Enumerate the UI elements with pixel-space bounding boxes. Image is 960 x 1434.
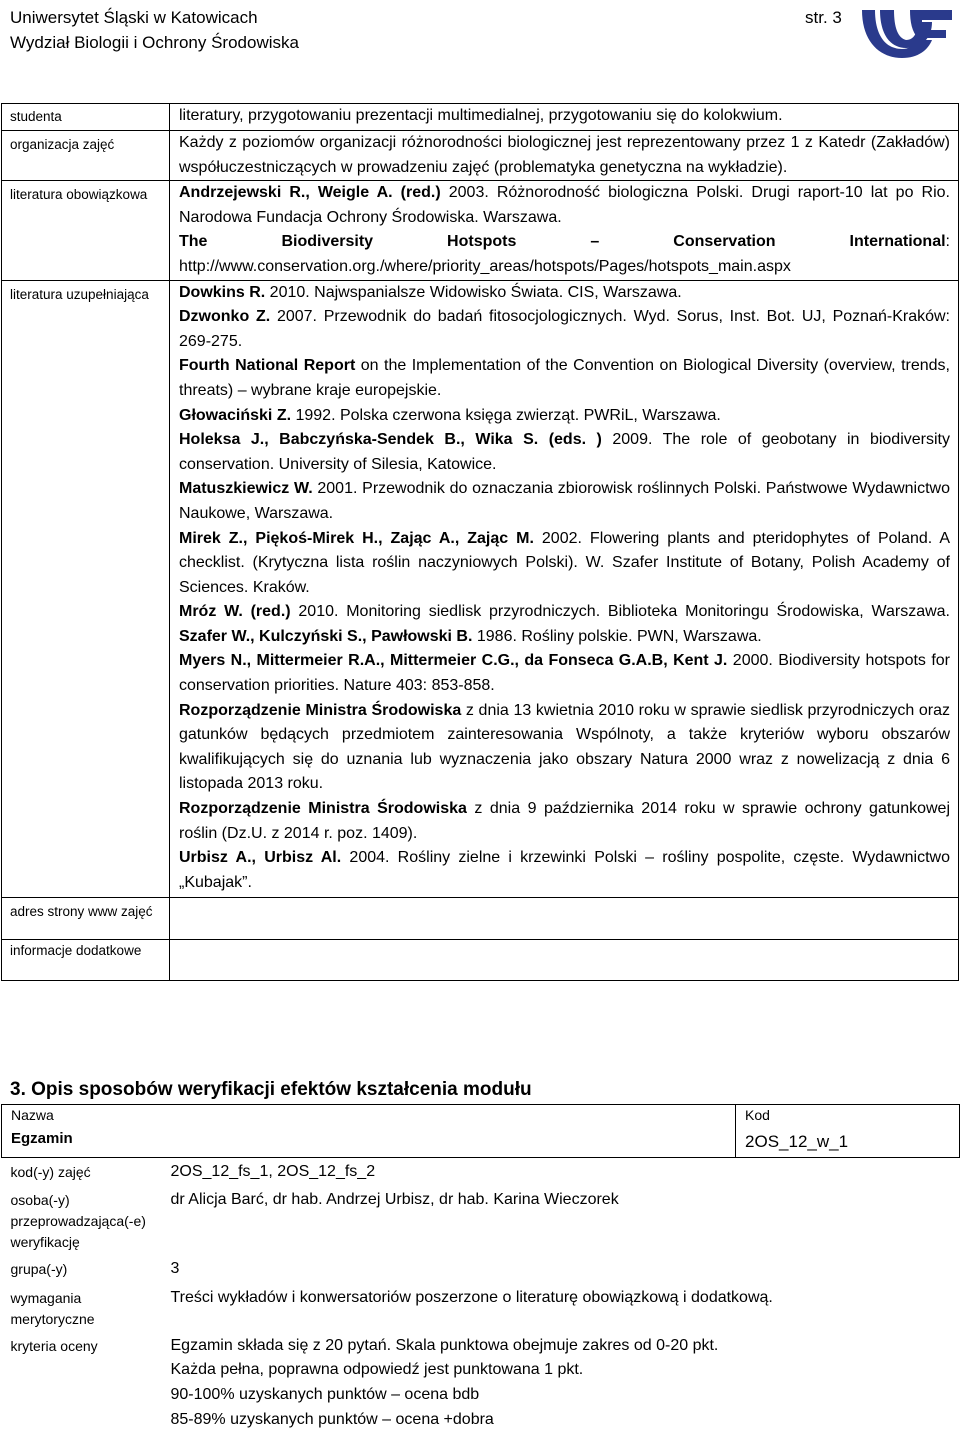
name-label: Nazwa: [2, 1105, 736, 1129]
reference: Fourth National Report on the Implementation of the Convention on Biological Diversity (overview, trends, threats) – wybrane kraje europejskie.: [179, 357, 950, 399]
verification-table: [1, 1104, 960, 1434]
verification-name: Egzamin: [2, 1128, 736, 1157]
table-row: [2, 1186, 960, 1255]
reference: Matuszkiewicz W. 2001. Przewodnik do oznaczania zbiorowisk roślinnych Polski. Państwowe Wydawnictwo Naukowe, Warszawa.: [179, 480, 950, 522]
row-label: grupa(-y): [10, 1261, 68, 1278]
obligatory-literature: [170, 181, 959, 280]
table-row: [2, 1128, 960, 1157]
page-header: [10, 5, 850, 55]
row-label: literatura obowiązkowa: [2, 181, 170, 280]
code-label: Kod: [736, 1105, 960, 1129]
table-row: [2, 1255, 960, 1284]
row-label: kryteria oceny: [10, 1337, 98, 1354]
reference: Mróz W. (red.) 2010. Monitoring siedlisk przyrodniczych. Biblioteka Monitoringu Środowiska, Warszawa. Szafer W., Kulczyński S., Pawłowski B. 1986. Rośliny polskie. PWN, Warszawa.: [179, 603, 950, 645]
row-label: wymagania merytoryczne: [10, 1289, 95, 1327]
criteria-line: Egzamin składa się z 20 pytań. Skala punktowa obejmuje zakres od 0-20 pkt.: [170, 1336, 719, 1354]
supplementary-literature: [170, 280, 959, 898]
row-label: literatura uzupełniająca: [2, 280, 170, 898]
verification-code: 2OS_12_w_1: [736, 1128, 960, 1157]
table-row: [2, 280, 959, 898]
reference: Myers N., Mittermeier R.A., Mittermeier C.G., da Fonseca G.A.B, Kent J. 2000. Biodiversity hotspots for conservation priorities. Nature 403: 853-858.: [179, 652, 951, 695]
row-label: adres strony www zajęć: [2, 898, 170, 940]
table-row: [2, 131, 959, 181]
reference: Dowkins R. 2010. Najwspanialsze Widowisko Świata. CIS, Warszawa.: [179, 283, 682, 301]
row-value: literatury, przygotowaniu prezentacji multimedialnej, przygotowaniu się do kolokwium.: [170, 104, 959, 131]
faculty-name: Wydział Biologii i Ochrony Środowiska: [10, 33, 299, 52]
row-value: Treści wykładów i konwersatoriów poszerzone o literaturę obowiązkową i dodatkową.: [170, 1288, 773, 1306]
reference: Mirek Z., Piękoś-Mirek H., Zając A., Zając M. 2002. Flowering plants and pteridophytes of Poland. A checklist. (Krytyczna lista roślin naczyniowych Polski). W. Szafer Institute of Botany, Polish Academy of Sciences. Kraków.: [179, 529, 951, 596]
reference: Rozporządzenie Ministra Środowiska z dnia 9 października 2014 roku w sprawie ochrony gatunkowej roślin (Dz.U. z 2014 r. poz. 1409).: [179, 800, 950, 842]
row-value: 3: [170, 1260, 180, 1278]
criteria-line: 85-89% uzyskanych punktów – ocena +dobra: [170, 1410, 494, 1428]
table-row: [2, 1332, 960, 1434]
university-logo-icon: [858, 2, 954, 64]
row-label: osoba(-y) przeprowadzająca(-e) weryfikację: [10, 1192, 146, 1251]
row-label: studenta: [2, 104, 170, 131]
criteria-line: 90-100% uzyskanych punktów – ocena bdb: [170, 1385, 480, 1403]
row-value: 2OS_12_fs_1, 2OS_12_fs_2: [170, 1162, 376, 1180]
row-label: informacje dodatkowe: [2, 940, 170, 981]
table-row: [2, 940, 959, 981]
reference: Głowaciński Z. 1992. Polska czerwona księga zwierząt. PWRiL, Warszawa.: [179, 406, 721, 424]
table-row: [2, 1157, 960, 1186]
table-row: [2, 1284, 960, 1332]
row-value: dr Alicja Barć, dr hab. Andrzej Urbisz, dr hab. Karina Wieczorek: [170, 1191, 619, 1209]
reference: Rozporządzenie Ministra Środowiska z dnia 13 kwietnia 2010 roku w sprawie siedlisk przyrodniczych oraz gatunków będących przedmiotem zainteresowania Wspólnoty, a także kryteriów wyboru obszarów kwalifikujących się do uznania lub wyznaczenia jako obszary Natura 2000 wraz z nowelizacją z dnia 6 listopada 2013 roku.: [179, 701, 950, 793]
row-label: organizacja zajęć: [2, 131, 170, 181]
table-row: [2, 1105, 960, 1129]
criteria-line: Każda pełna, poprawna odpowiedź jest punktowana 1 pkt.: [170, 1361, 584, 1379]
reference: The Biodiversity Hotspots – Conservation International: http://www.conservation.org./where/priority_areas/hotspots/Pages/hotspots_main.aspx: [179, 233, 950, 275]
criteria-list: [166, 1332, 960, 1434]
reference: Urbisz A., Urbisz Al. 2004. Rośliny zielne i krzewinki Polski – rośliny pospolite, częste. Wydawnictwo „Kubajak”.: [179, 849, 950, 891]
table-row: [2, 898, 959, 940]
table-row: [2, 104, 959, 131]
reference: Holeksa J., Babczyńska-Sendek B., Wika S. (eds. ) 2009. The role of geobotany in biodiversity conservation. University of Silesia, Katowice.: [179, 431, 950, 473]
reference: Andrzejewski R., Weigle A. (red.) 2003. Różnorodność biologiczna Polski. Drugi raport-10 lat po Rio. Narodowa Fundacja Ochrony Środowiska. Warszawa.: [179, 184, 950, 226]
row-value: Każdy z poziomów organizacji różnorodności biologicznej jest reprezentowany przez 1 z Katedr (Zakładów) współuczestniczących w prowadzeniu zajęć (problematyka genetyczna na wykładzie).: [170, 131, 959, 181]
row-value: [170, 898, 959, 940]
page-number: str. 3: [805, 8, 842, 27]
table-row: [2, 181, 959, 280]
section-title: 3. Opis sposobów weryfikacji efektów kształcenia modułu: [10, 1079, 532, 1100]
university-name: Uniwersytet Śląski w Katowicach: [10, 8, 258, 27]
syllabus-table: [1, 103, 959, 981]
row-value: [170, 940, 959, 981]
row-label: kod(-y) zajęć: [10, 1163, 91, 1180]
reference: Dzwonko Z. 2007. Przewodnik do badań fitosocjologicznych. Wyd. Sorus, Inst. Bot. UJ, Poznań-Kraków: 269-275.: [179, 308, 951, 350]
